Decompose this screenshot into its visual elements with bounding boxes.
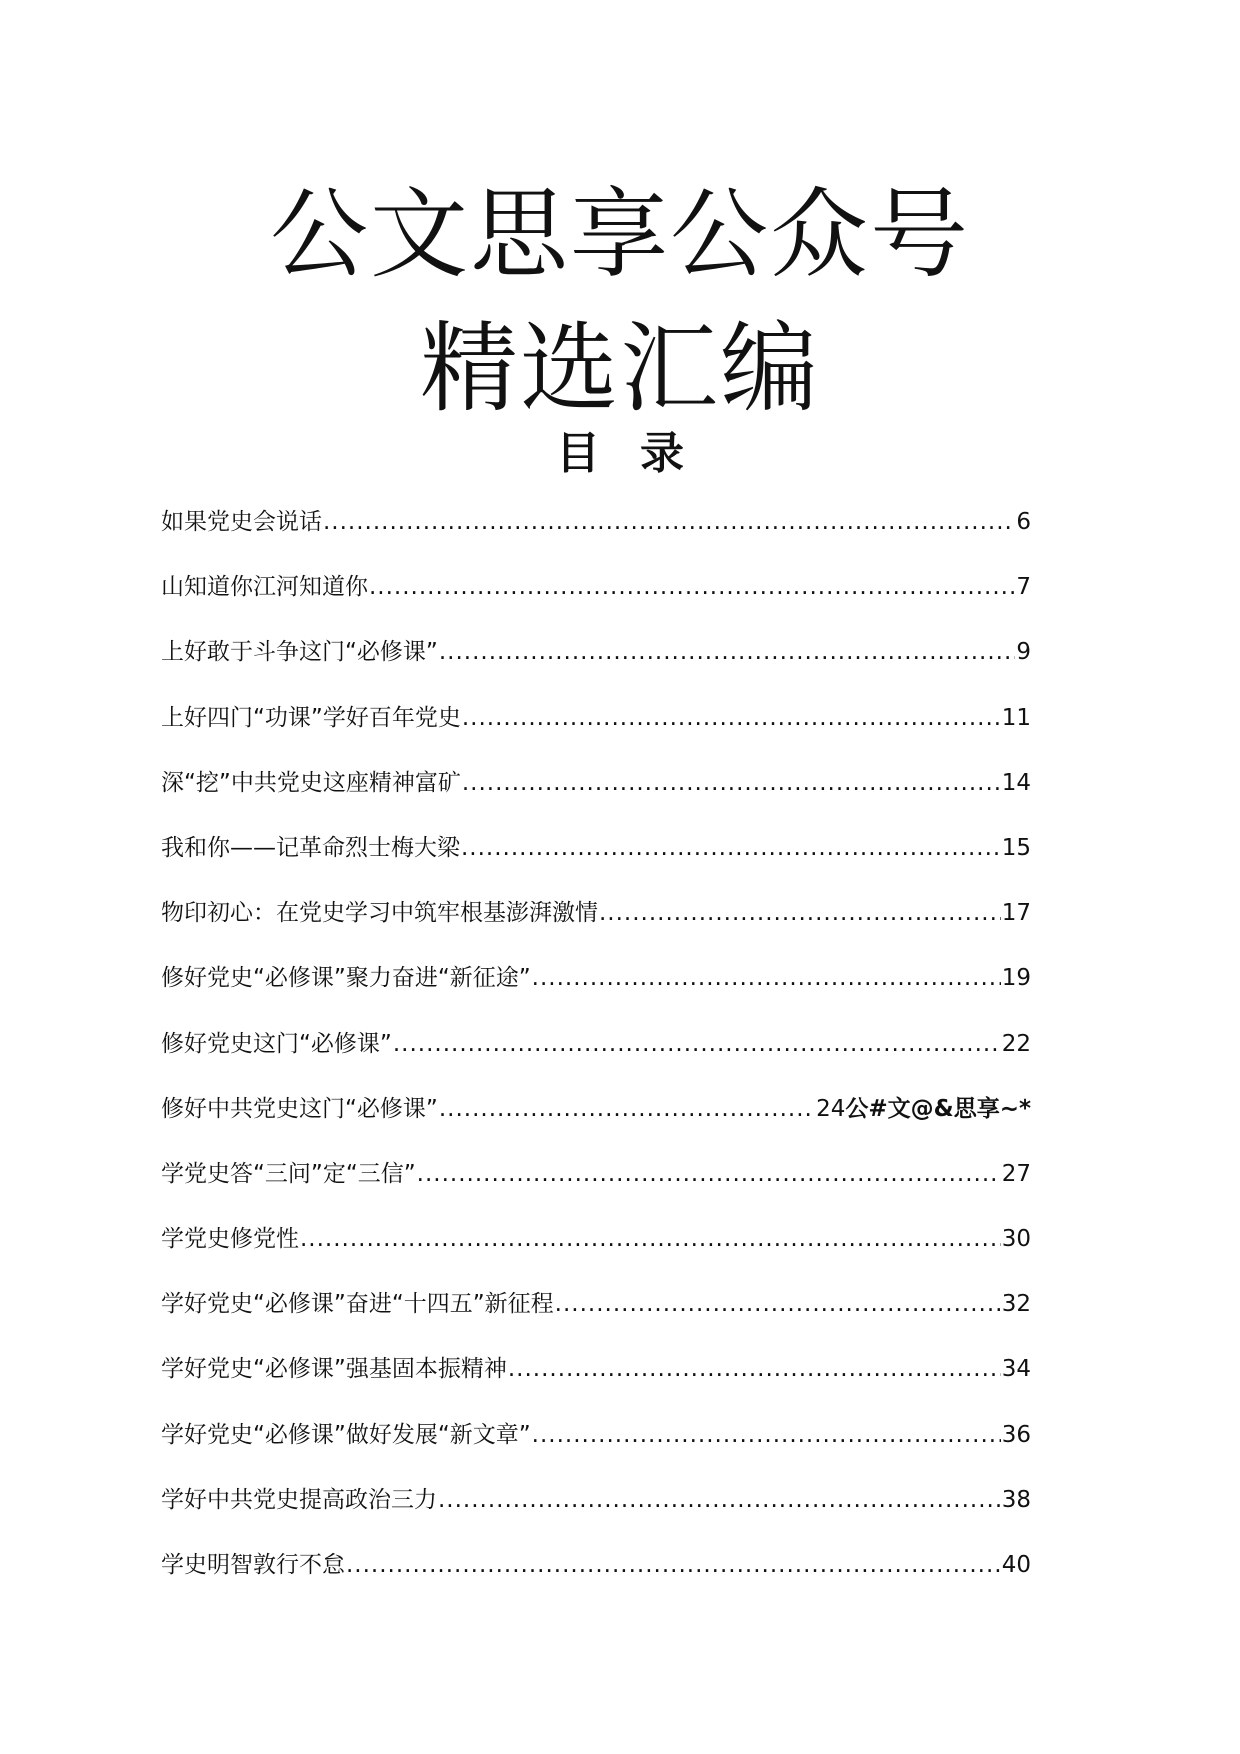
toc-dot-leader [417,1157,1001,1191]
toc-dot-leader [369,570,1015,604]
toc-entry-title: 山知道你江河知道你 [161,574,368,601]
watermark-text: 公#文@&思享~* [845,1095,1031,1122]
toc-entry[interactable] [161,1548,1031,1613]
toc-entry-page: 17 [1001,900,1031,927]
toc-entry-page: 6 [1016,509,1031,535]
toc-entry-title: 修好党史“必修课”聚力奋进“新征途” [161,965,531,992]
toc-dot-leader [439,1092,815,1126]
toc-entry-page: 19 [1001,965,1031,992]
toc-entry-title: 学史明智敦行不怠 [161,1552,345,1578]
toc-entry-page: 24 [816,1095,846,1122]
toc-dot-leader [532,1418,1001,1452]
document-title-line-2: 精选汇编 [419,312,820,426]
toc-dot-leader [462,701,1001,735]
toc-entry-title: 学好党史“必修课”奋进“十四五”新征程 [161,1291,554,1318]
toc-entry-title: 学好党史“必修课”做好发展“新文章” [161,1421,531,1448]
toc-dot-leader [439,635,1016,669]
toc-entry[interactable] [161,505,1031,570]
toc-entry-page: 40 [1001,1552,1031,1578]
toc-entry-title: 如果党史会说话 [161,509,322,535]
toc-entry[interactable] [161,1418,1031,1483]
toc-dot-leader [323,505,1015,539]
toc-entry-title: 学党史答“三问”定“三信” [161,1160,416,1187]
toc-entry-title: 我和你——记革命烈士梅大梁 [161,834,460,861]
toc-entry[interactable] [161,1352,1031,1417]
toc-entry[interactable] [161,1092,1031,1157]
toc-entry[interactable] [161,570,1031,635]
toc-dot-leader [346,1548,1001,1582]
toc-entry-page: 15 [1001,834,1031,861]
toc-entry[interactable] [161,635,1031,700]
toc-heading [0,428,1240,479]
toc-entry[interactable] [161,1157,1031,1222]
toc-heading-char-2: 录 [640,428,684,479]
toc-dot-leader [461,831,1001,865]
toc-entry-title: 修好中共党史这门“必修课” [161,1095,438,1122]
toc-entry[interactable] [161,701,1031,766]
toc-heading-char-1: 目 [556,428,600,479]
toc-entry-title: 学好党史“必修课”强基固本振精神 [161,1356,507,1383]
toc-entry-page: 22 [1001,1030,1031,1057]
toc-entry[interactable] [161,1222,1031,1287]
toc-entry[interactable] [161,961,1031,1026]
toc-entry[interactable] [161,1287,1031,1352]
toc-entry-title: 学党史修党性 [161,1226,299,1253]
toc-entry[interactable] [161,831,1031,896]
toc-entry-title: 上好敢于斗争这门“必修课” [161,639,438,666]
toc-entry-title: 修好党史这门“必修课” [161,1030,392,1057]
toc-entry-page: 9 [1016,639,1031,666]
toc-entry-page: 27 [1001,1160,1031,1187]
toc-entry[interactable] [161,1027,1031,1092]
toc-entry-title: 深“挖”中共党史这座精神富矿 [161,769,461,796]
toc-entry-title: 上好四门“功课”学好百年党史 [161,704,461,731]
toc-entry[interactable] [161,766,1031,831]
table-of-contents [161,505,1031,1613]
toc-dot-leader [300,1222,1001,1256]
toc-entry-page: 7 [1016,574,1031,601]
toc-entry-page: 30 [1001,1226,1031,1253]
toc-entry-page: 11 [1001,704,1031,731]
toc-entry[interactable] [161,1483,1031,1548]
toc-dot-leader [599,896,1001,930]
toc-dot-leader [462,766,1001,800]
toc-entry-title: 物印初心：在党史学习中筑牢根基澎湃激情 [161,900,598,927]
toc-dot-leader [555,1287,1001,1321]
toc-entry-page: 32 [1001,1291,1031,1318]
toc-dot-leader [438,1483,1001,1517]
toc-entry-page: 36 [1001,1421,1031,1448]
document-title-line-1: 公文思享公众号 [269,178,970,292]
toc-entry-page: 38 [1001,1486,1031,1513]
toc-entry[interactable] [161,896,1031,961]
toc-entry-page: 34 [1001,1356,1031,1383]
toc-entry-page: 14 [1001,769,1031,796]
toc-dot-leader [508,1352,1001,1386]
toc-dot-leader [393,1027,1001,1061]
toc-entry-title: 学好中共党史提高政治三力 [161,1486,437,1513]
toc-dot-leader [532,961,1001,995]
